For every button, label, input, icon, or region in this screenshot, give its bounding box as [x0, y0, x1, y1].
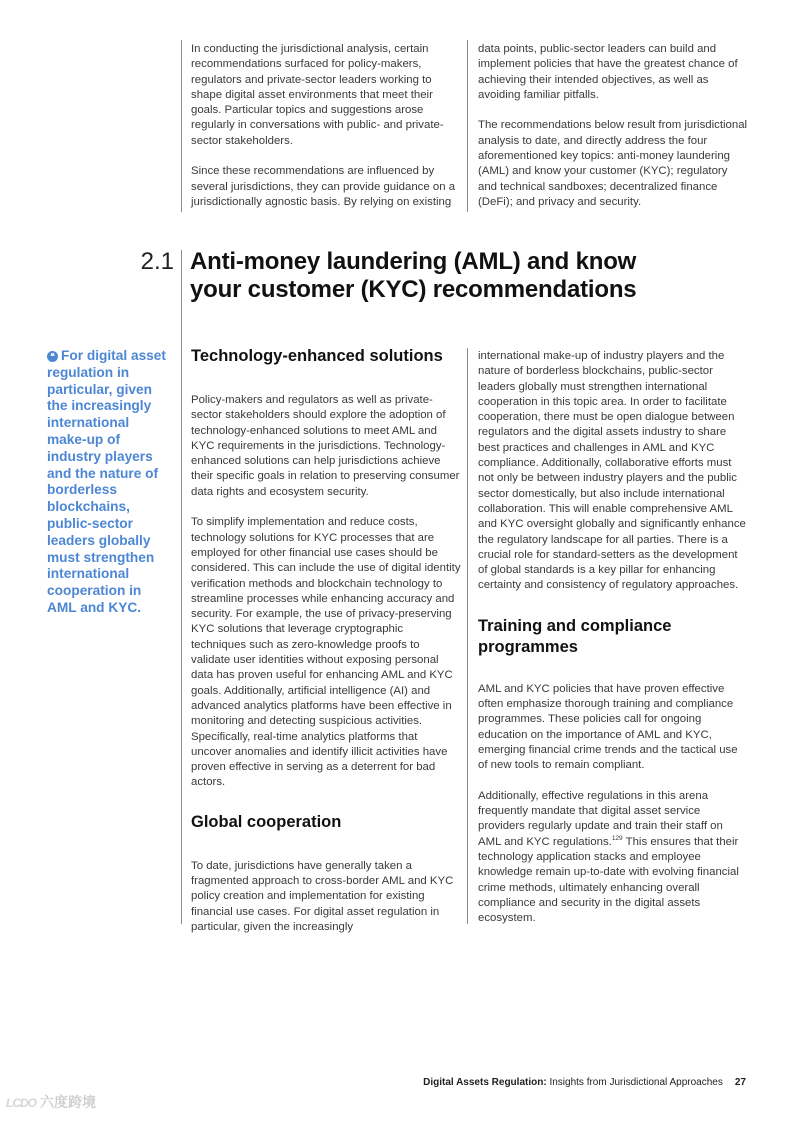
subhead-global-cooperation: Global cooperation — [191, 812, 342, 831]
body-right-column — [478, 349, 748, 927]
intro-paragraph: Since these recommendations are influenced by several jurisdictions, they can provide guidance on a jurisdictionally agnostic basis. By relying on existing — [191, 165, 456, 208]
page-number: 27 — [734, 1077, 746, 1088]
intro-right-rule — [467, 40, 468, 212]
watermark-text: 六度跨境 — [40, 1094, 96, 1110]
body-left-column — [191, 346, 461, 935]
body-paragraph: To simplify implementation and reduce costs, technology solutions for KYC processes that are employed for other financial use cases should be considered. This can include the use of digital identity verification methods and blockchain technology to streamline processes while enhancing accuracy and security. For example, the use of privacy-preserving KYC solutions that leverage cryptographic techniques such as zero-knowledge proofs to validate user identities without exposing personal data has proven useful for enhancing AML and KYC goals. Additionally, artificial intelligence (AI) and advanced analytics platforms have been effective in monitoring and detecting suspicious activities. Specifically, real-time analytics platforms that uncover anomalies and identify illicit activities have proven effective in serving as a deterrent for bad actors. — [191, 516, 461, 789]
pull-quote — [47, 348, 172, 617]
section-number: 2.1 — [140, 248, 174, 275]
body-paragraph: To date, jurisdictions have generally taken a fragmented approach to cross-border AML and KYC policy creation and implementation for existing financial use cases. For digital asset regulation in particular, given the increasingly — [191, 859, 454, 933]
body-text: This ensures that their technology application stacks and employee knowledge remain up-to-date with evolving financial crime methods, ultimately enhancing overall compliance and security in the digital assets ecosystem. — [478, 835, 739, 925]
body-paragraph: international make-up of industry players and the nature of borderless blockchains, public-sector leaders globally must strengthen international cooperation in this topic area. In order to facilitate cooperation, there must be open dialogue between regulators and the digital assets industry to share best practices and challenges in AML and KYC compliance. Additionally, collaborative efforts must not only be between industry players and the public sector domestically, but also include international collaboration. This will enable comprehensive AML and KYC oversight globally and significantly enhance the regulatory landscape for all parties. There is a crucial role for standard-setters as the development of global standards is a key pillar for enhancing certainty and consistency of regulatory approaches. — [478, 350, 746, 592]
page-footer — [423, 1077, 746, 1089]
subhead-training: Training and compliance programmes — [478, 616, 672, 656]
footnote-ref[interactable]: 129 — [611, 834, 623, 842]
watermark-logo: LCDO — [6, 1096, 36, 1110]
section-title: Anti-money laundering (AML) and know your customer (KYC) recommendations — [190, 248, 637, 303]
intro-paragraph: The recommendations below result from jurisdictional analysis to date, and directly address the four aforementioned key topics: anti-money laundering (AML) and know your customer (KYC); regulatory and technical sandboxes; decentralized finance (DeFi); and privacy and security. — [478, 119, 748, 208]
footer-doc-title: Insights from Jurisdictional Approaches — [546, 1077, 723, 1088]
body-paragraph — [478, 789, 748, 927]
intro-left-column — [191, 42, 461, 210]
body-paragraph: AML and KYC policies that have proven effective often emphasize thorough training and compliance programmes. These policies call for ongoing education on the importance of AML and KYC, emerging financial crime trends and the tactical use of new tools to remain compliant. — [478, 682, 738, 772]
footer-doc-title-bold: Digital Assets Regulation: — [423, 1077, 547, 1088]
intro-left-rule — [181, 40, 182, 212]
quote-icon: ❝ — [47, 351, 58, 362]
section-rule — [181, 250, 182, 924]
subhead-technology: Technology-enhanced solutions — [191, 347, 443, 365]
intro-paragraph: In conducting the jurisdictional analysis, certain recommendations surfaced for policy-makers, regulators and private-sector leaders working to shape digital asset environments that meet their goals. Particular topics and suggestions arose regularly in conversations with public- and private-sector stakeholders. — [191, 43, 444, 147]
pull-quote-text: For digital asset regulation in particular, given the increasingly international make-up of industry players and the nature of borderless blockchains, public-sector leaders globally must strengthen international cooperation in AML and KYC. — [47, 348, 166, 615]
body-right-rule — [467, 348, 468, 924]
watermark — [6, 1093, 96, 1112]
intro-right-column — [478, 42, 748, 210]
intro-paragraph: data points, public-sector leaders can build and implement policies that have the greatest chance of achieving their intended objectives, as well as avoiding familiar pitfalls. — [478, 43, 738, 101]
body-text: Additionally, effective regulations in this arena frequently mandate that digital asset service providers regularly update and train their staff on AML and KYC regulations. — [478, 789, 723, 848]
body-paragraph: Policy-makers and regulators as well as private-sector stakeholders should explore the adoption of technology-enhanced solutions to meet AML and KYC requirements in the jurisdictions. Technology-enhanced solutions can help jurisdictions achieve their specific goals in relation to preserving consumer data rights and ecosystem security. — [191, 394, 460, 498]
